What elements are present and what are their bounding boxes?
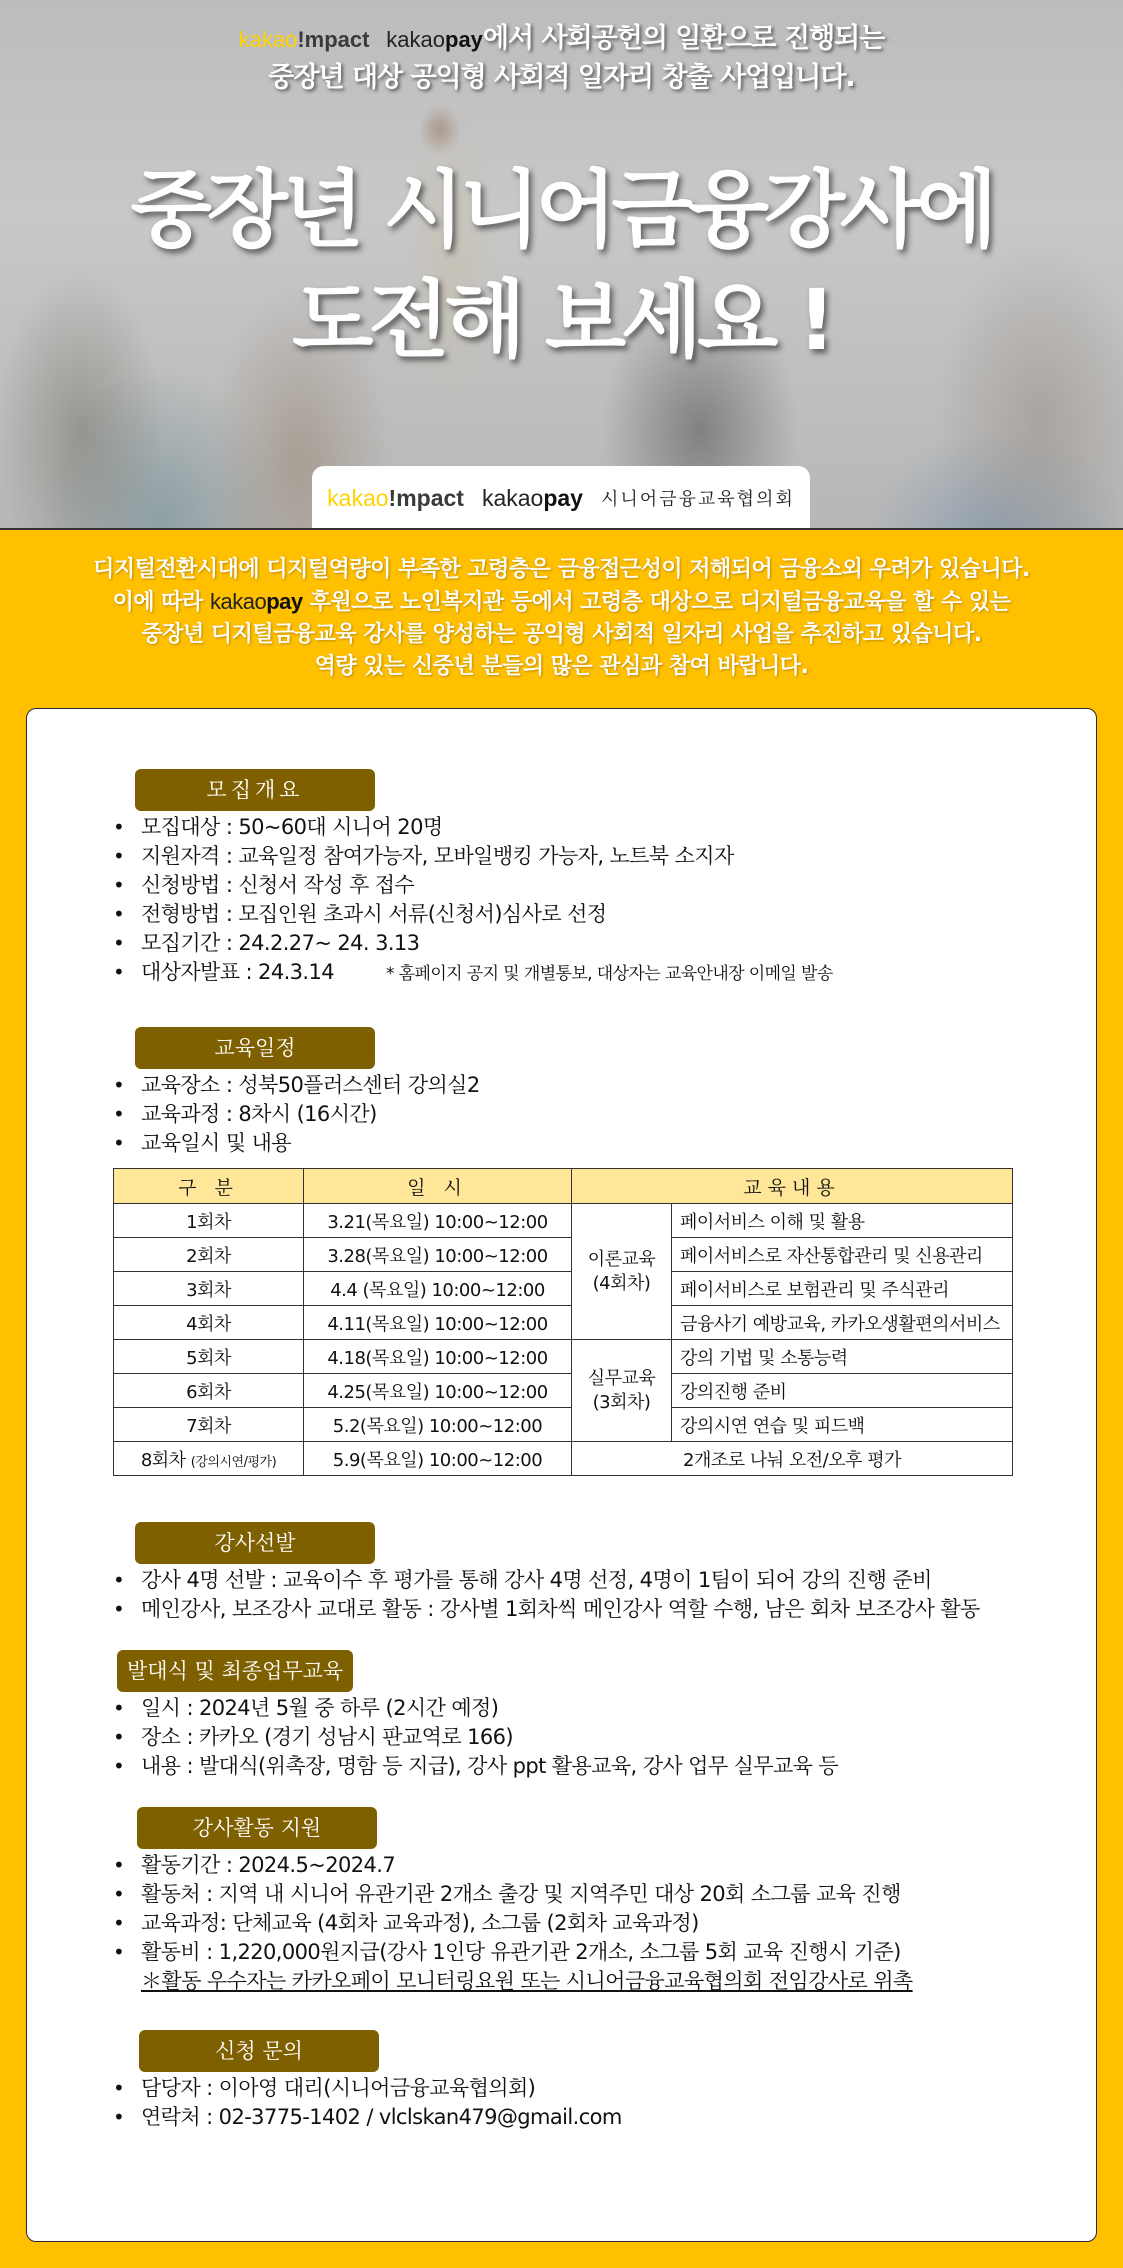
support-list [111,1851,1096,1967]
list-item: • 활동비 : 1,220,000원지급(강사 1인당 유관기관 2개소, 소그룹 5회 교육 진행시 기준) [111,1938,1096,1967]
announce-note: * 홈페이지 공지 및 개별통보, 대상자는 교육안내장 이메일 발송 [386,964,833,984]
section-launch [111,1650,1096,1781]
column-header: 구 분 [114,1169,304,1204]
list-item: • 교육장소 : 성북50플러스센터 강의실2 [111,1071,1096,1100]
details-card [26,708,1097,2242]
list-item: • 장소 : 카카오 (경기 성남시 판교역로 166) [111,1723,1096,1752]
list-item: • 대상자발표 : 24.3.14 * 홈페이지 공지 및 개별통보, 대상자는 교육안내장 이메일 발송 [111,958,1096,989]
table-row: 4회차 4.11(목요일) 10:00~12:00 금융사기 예방교육, 카카오생활편의서비스 [114,1306,1013,1340]
bottom-spacer [0,2242,1123,2258]
section-title: 강사선발 [135,1522,375,1564]
hero-intro-text [0,20,1123,97]
section-title: 교육일정 [135,1027,375,1069]
intro-line2: 이에 따라 kakaopay 후원으로 노인복지관 등에서 고령층 대상으로 디지털금융교육을 할 수 있는 [112,589,1011,615]
hero-top-line1: 에서 사회공헌의 일환으로 진행되는 [482,23,885,54]
partner-org-name: 시니어금융교육협의회 [600,489,795,510]
launch-list [111,1694,1096,1781]
category-practice: 실무교육 (3회차) [572,1340,672,1442]
table-header-row [114,1169,1013,1204]
kakaopay-logo: kakaopay [209,589,303,614]
section-title: 발대식 및 최종업무교육 [117,1650,353,1692]
hero-title [0,155,1123,375]
list-item: • 담당자 : 이아영 대리(시니어금융교육협의회) [111,2074,1096,2103]
section-recruit [111,769,1096,989]
partner-logos [312,466,810,530]
section-support [111,1807,1096,1996]
section-selection [111,1522,1096,1624]
table-row: 2회차 3.28(목요일) 10:00~12:00 페이서비스로 자산통합관리 및 신용관리 [114,1238,1013,1272]
list-item: • 내용 : 발대식(위촉장, 명함 등 지급), 강사 ppt 활용교육, 강사 업무 실무교육 등 [111,1752,1096,1781]
hero-banner [0,0,1123,530]
list-item: • 연락처 : 02-3775-1402 / vlclskan479@gmail.com [111,2103,1096,2132]
support-note: ＊활동 우수자는 카카오페이 모니터링요원 또는 시니어금융교육협의회 전임강사로 위촉 [141,1969,913,1993]
list-item: • 일시 : 2024년 5월 중 하루 (2시간 예정) [111,1694,1096,1723]
section-title: 신청 문의 [139,2030,379,2072]
contact-list [111,2074,1096,2132]
intro-line1: 디지털전환시대에 디지털역량이 부족한 고령층은 금융접근성이 저해되어 금융소외 우려가 있습니다. [93,557,1030,582]
kakao-impact-logo: kakao!mpact [238,27,370,52]
list-item: • 교육과정 : 8차시 (16시간) [111,1100,1096,1129]
section-title: 모집개요 [135,769,375,811]
list-item: • 지원자격 : 교육일정 참여가능자, 모바일뱅킹 가능자, 노트북 소지자 [111,842,1096,871]
table-row: 1회차 3.21(목요일) 10:00~12:00 이론교육 (4회차) 페이서비스 이해 및 활용 [114,1204,1013,1238]
section-schedule [111,1027,1096,1476]
section-title: 강사활동 지원 [137,1807,377,1849]
category-theory: 이론교육 (4회차) [572,1204,672,1340]
list-item: • 모집기간 : 24.2.27~ 24. 3.13 [111,929,1096,958]
recruit-list [111,813,1096,989]
table-row: 6회차 4.25(목요일) 10:00~12:00 강의진행 준비 [114,1374,1013,1408]
kakao-impact-logo: kakao!mpact [327,484,464,511]
list-item: • 활동처 : 지역 내 시니어 유관기관 2개소 출강 및 지역주민 대상 20회 소그룹 교육 진행 [111,1880,1096,1909]
schedule-table [113,1168,1013,1476]
intro-line3: 중장년 디지털금융교육 강사를 양성하는 공익형 사회적 일자리 사업을 추진하고 있습니다. [141,622,982,647]
list-item: • 강사 4명 선발 : 교육이수 후 평가를 통해 강사 4명 선정, 4명이 1팀이 되어 강의 진행 준비 [111,1566,1096,1595]
list-item: • 교육일시 및 내용 [111,1129,1096,1158]
hero-title-line2: 도전해 보세요 ! [292,271,831,369]
column-header: 교육내용 [572,1169,1013,1204]
column-header: 일 시 [304,1169,572,1204]
schedule-list [111,1071,1096,1158]
list-item: • 전형방법 : 모집인원 초과시 서류(신청서)심사로 선정 [111,900,1096,929]
section-contact [111,2030,1096,2132]
list-item: • 모집대상 : 50~60대 시니어 20명 [111,813,1096,842]
table-row: 5회차 4.18(목요일) 10:00~12:00 실무교육 (3회차) 강의 기법 및 소통능력 [114,1340,1013,1374]
table-row: 7회차 5.2(목요일) 10:00~12:00 강의시연 연습 및 피드백 [114,1408,1013,1442]
list-item: • 신청방법 : 신청서 작성 후 접수 [111,871,1096,900]
selection-list [111,1566,1096,1624]
hero-top-line2: 중장년 대상 공익형 사회적 일자리 창출 사업입니다. [268,62,855,93]
list-item: • 메인강사, 보조강사 교대로 활동 : 강사별 1회차씩 메인강사 역할 수행, 남은 회차 보조강사 활동 [111,1595,1096,1624]
table-row: 3회차 4.4 (목요일) 10:00~12:00 페이서비스로 보험관리 및 주식관리 [114,1272,1013,1306]
intro-paragraph [0,530,1123,708]
table-row: 8회차 (강의시연/평가) 5.9(목요일) 10:00~12:00 2개조로 나눠 오전/오후 평가 [114,1442,1013,1476]
kakaopay-logo: kakaopay [386,27,483,52]
list-item: • 교육과정: 단체교육 (4회차 교육과정), 소그룹 (2회차 교육과정) [111,1909,1096,1938]
intro-line4: 역량 있는 신중년 분들의 많은 관심과 참여 바랍니다. [314,654,809,679]
list-item: • 활동기간 : 2024.5~2024.7 [111,1851,1096,1880]
hero-title-line1: 중장년 시니어금융강사에 [130,161,993,259]
kakaopay-logo: kakaopay [481,484,583,511]
